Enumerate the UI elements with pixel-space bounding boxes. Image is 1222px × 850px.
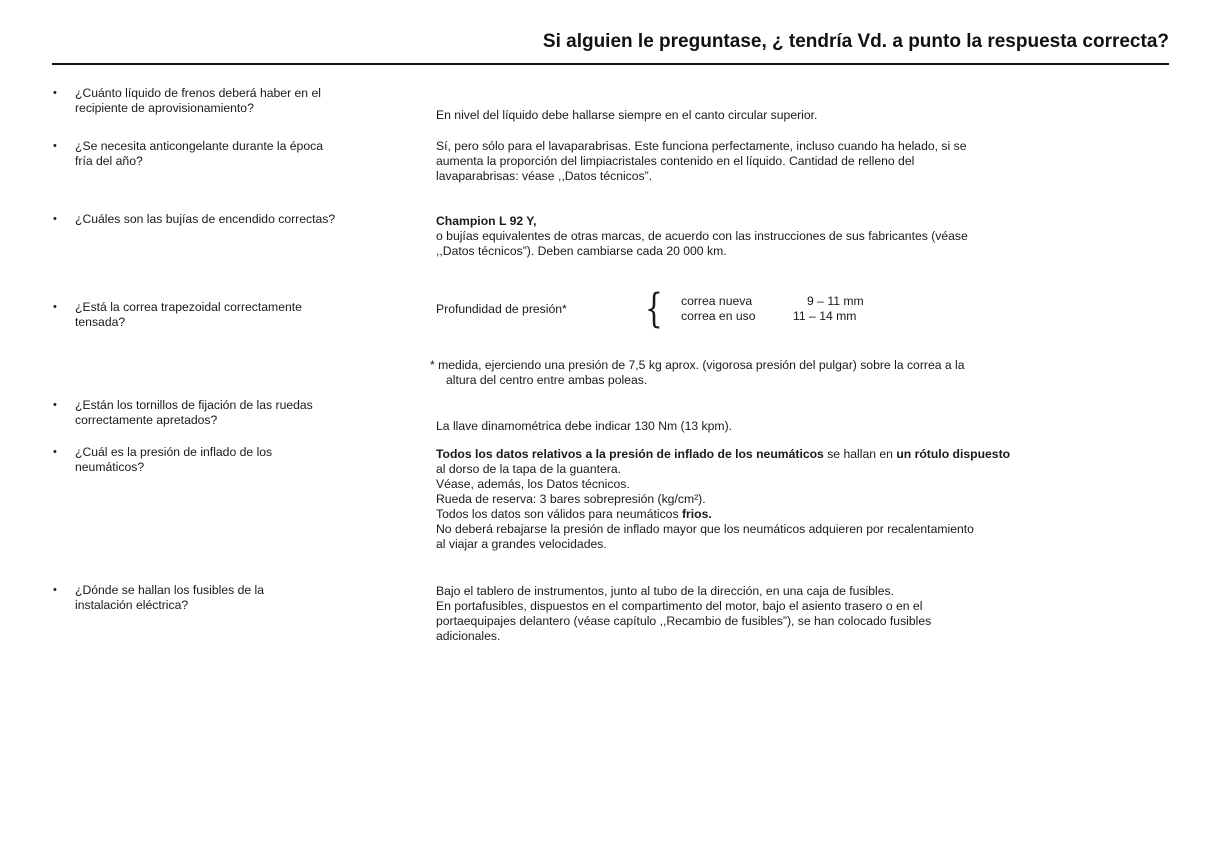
bullet-icon: • bbox=[53, 584, 57, 596]
spec-row bbox=[681, 294, 864, 309]
bullet-icon: • bbox=[53, 213, 57, 225]
bullet-icon: • bbox=[53, 140, 57, 152]
answer-line: lavaparabrisas: véase ,,Datos técnicos”. bbox=[436, 169, 653, 183]
question-line: ¿Están los tornillos de fijación de las ruedas bbox=[75, 398, 313, 412]
answer-line: o bujías equivalentes de otras marcas, de acuerdo con las instrucciones de sus fabricantes (véase bbox=[436, 229, 968, 243]
answer-line bbox=[436, 507, 1161, 522]
question-line: instalación eléctrica? bbox=[75, 598, 189, 612]
question-line: fría del año? bbox=[75, 154, 143, 168]
question-line: ¿Cuál es la presión de inflado de los bbox=[75, 445, 273, 459]
question-line: correctamente apretados? bbox=[75, 413, 218, 427]
answer-line: La llave dinamométrica debe indicar 130 Nm (13 kpm). bbox=[436, 419, 733, 433]
answer-bold-line: Champion L 92 Y, bbox=[436, 214, 537, 228]
answer-line: En nivel del líquido debe hallarse siempre en el canto circular superior. bbox=[436, 108, 818, 122]
question-line: tensada? bbox=[75, 315, 126, 329]
answer-bold-text: un rótulo dispuesto bbox=[896, 447, 1011, 461]
question-line: ¿Cuánto líquido de frenos deberá haber en el bbox=[75, 86, 321, 100]
answer-line bbox=[436, 447, 1161, 462]
answer-bold-text: Todos los datos relativos a la presión de inflado de los neumáticos bbox=[436, 447, 824, 461]
answer-line: No deberá rebajarse la presión de inflado mayor que los neumáticos adquieren por recalentamiento bbox=[436, 522, 974, 536]
answer-line: Sí, pero sólo para el lavaparabrisas. Este funciona perfectamente, incluso cuando ha helado, si se bbox=[436, 139, 967, 153]
page-title: Si alguien le preguntase, ¿ tendría Vd. a punto la respuesta correcta? bbox=[542, 31, 1169, 52]
answer-line: portaequipajes delantero (véase capítulo ,,Recambio de fusibles”), se han colocado fusibles bbox=[436, 614, 932, 628]
answer-line: Véase, además, los Datos técnicos. bbox=[436, 477, 630, 491]
bullet-icon: • bbox=[53, 446, 57, 458]
question-line: ¿Dónde se hallan los fusibles de la bbox=[75, 583, 265, 597]
answer-line: Bajo el tablero de instrumentos, junto al tubo de la dirección, en una caja de fusibles. bbox=[436, 584, 894, 598]
answer-bold-text: frios. bbox=[681, 507, 712, 521]
question-line: recipiente de aprovisionamiento? bbox=[75, 101, 254, 115]
answer-line: al viajar a grandes velocidades. bbox=[436, 537, 607, 551]
answer-line: aumenta la proporción del limpiacristales contenido en el líquido. Cantidad de relleno del bbox=[436, 154, 915, 168]
footnote bbox=[430, 358, 1170, 388]
question-line: ¿Está la correa trapezoidal correctamente bbox=[75, 300, 302, 314]
answer-line: adicionales. bbox=[436, 629, 501, 643]
footnote-line: * medida, ejerciendo una presión de 7,5 kg aprox. (vigorosa presión del pulgar) sobre la correa a la bbox=[430, 358, 965, 372]
answer-line: Rueda de reserva: 3 bares sobrepresión (kg/cm²). bbox=[436, 492, 706, 506]
answer-text: Todos los datos son válidos para neumáticos bbox=[436, 507, 679, 521]
spec-label: correa en uso bbox=[681, 309, 756, 323]
bullet-icon: • bbox=[53, 87, 57, 99]
answer-fuses bbox=[436, 584, 1161, 644]
answer-brake-fluid bbox=[436, 108, 1161, 123]
answer-line: ,,Datos técnicos”). Deben cambiarse cada 20 000 km. bbox=[436, 244, 727, 258]
brace-icon: { bbox=[645, 286, 663, 332]
spec-label: correa nueva bbox=[681, 294, 753, 308]
answer-line: al dorso de la tapa de la guantera. bbox=[436, 462, 621, 476]
bullet-icon: • bbox=[53, 301, 57, 313]
spec-value: 11 – 14 mm bbox=[793, 309, 857, 323]
belt-spec-table bbox=[681, 294, 864, 324]
bullet-icon: • bbox=[53, 399, 57, 411]
spec-row bbox=[681, 309, 864, 324]
answer-spark-plugs bbox=[436, 214, 1161, 259]
answer-text: se hallan en bbox=[823, 447, 897, 461]
footnote-line: altura del centro entre ambas poleas. bbox=[446, 373, 648, 387]
question-line: ¿Se necesita anticongelante durante la época bbox=[75, 139, 323, 153]
answer-wheel-bolts bbox=[436, 419, 1161, 434]
question-line: ¿Cuáles son las bujías de encendido correctas? bbox=[75, 212, 336, 226]
question-line: neumáticos? bbox=[75, 460, 145, 474]
spec-value: 9 – 11 mm bbox=[807, 294, 864, 308]
header-rule bbox=[52, 63, 1169, 65]
answer-antifreeze bbox=[436, 139, 1161, 184]
answer-line: Profundidad de presión* bbox=[436, 302, 567, 316]
answer-line: En portafusibles, dispuestos en el compartimento del motor, bajo el asiento trasero o en el bbox=[436, 599, 923, 613]
answer-tyre-pressure bbox=[436, 447, 1161, 552]
